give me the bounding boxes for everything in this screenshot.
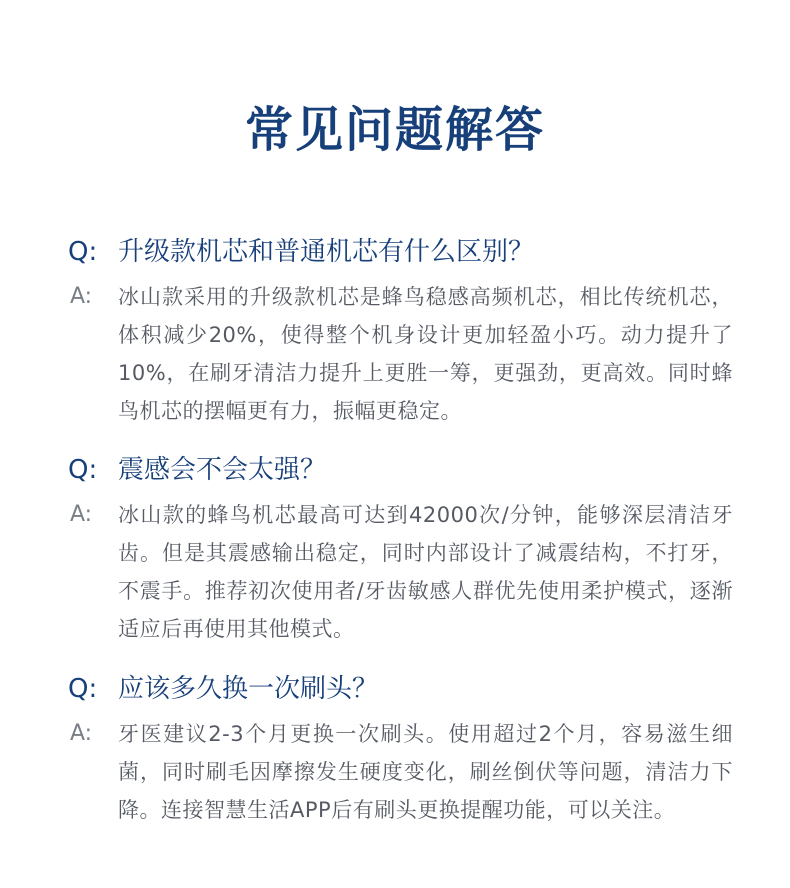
- page-title: 常见问题解答: [244, 102, 545, 158]
- answer-label: A:: [70, 502, 93, 527]
- faq-answer: [68, 496, 733, 648]
- faq-item-vibration: [68, 452, 733, 648]
- answer-text: 冰山款采用的升级款机芯是蜂鸟稳感高频机芯，相比传统机芯，体积减少20%，使得整个机身设计更加轻盈小巧。动力提升了10%，在刷牙清洁力提升上更胜一筹，更强劲，更高效。同时蜂鸟机芯的摆幅更有力，振幅更稳定。: [118, 285, 733, 423]
- faq-item-brush-head: [68, 671, 733, 829]
- faq-question: [68, 452, 733, 488]
- answer-label: A:: [70, 284, 93, 309]
- faq-answer: [68, 278, 733, 430]
- question-text: 震感会不会太强？: [118, 455, 327, 485]
- question-text: 应该多久换一次刷头？: [118, 674, 379, 704]
- faq-question: [68, 234, 733, 270]
- question-text: 升级款机芯和普通机芯有什么区别？: [118, 237, 535, 267]
- answer-text: 牙医建议2-3个月更换一次刷头。使用超过2个月，容易滋生细菌，同时刷毛因摩擦发生硬度变化，刷丝倒伏等问题，清洁力下降。连接智慧生活APP后有刷头更换提醒功能，可以关注。: [118, 722, 733, 822]
- faq-question: [68, 671, 733, 707]
- answer-label: A:: [70, 721, 93, 746]
- question-label: Q:: [68, 455, 98, 485]
- answer-text: 冰山款的蜂鸟机芯最高可达到42000次/分钟，能够深层清洁牙齿。但是其震感输出稳定，同时内部设计了减震结构，不打牙，不震手。推荐初次使用者/牙齿敏感人群优先使用柔护模式，逐渐适应后再使用其他模式。: [118, 503, 733, 641]
- question-label: Q:: [68, 674, 98, 704]
- faq-answer: [68, 715, 733, 829]
- question-label: Q:: [68, 237, 98, 267]
- faq-item-upgrade-motor: [68, 234, 733, 430]
